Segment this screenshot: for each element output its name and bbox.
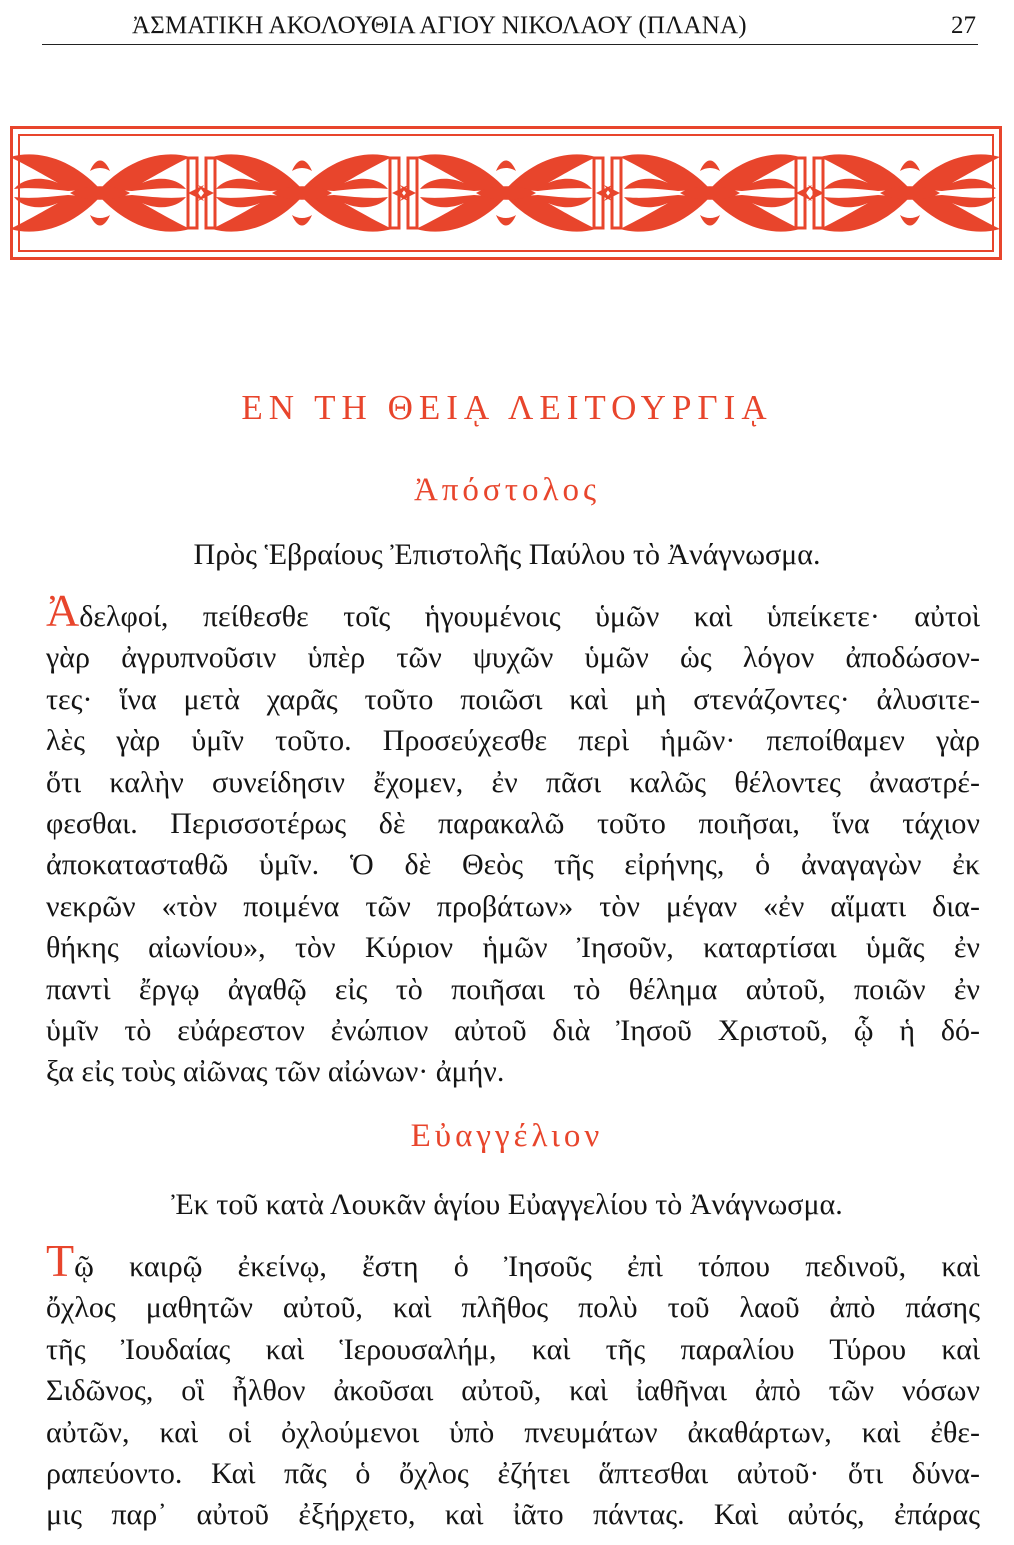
ornament-motif-5 <box>796 154 1002 231</box>
reading-line-text: δελφοί, πείθεσθε τοῖς ἡγουμένοις ὑμῶν καὶ ὑπείκετε· αὐτοὶ <box>79 600 980 633</box>
reading-line: λὲς γὰρ ὑμῖν τοῦτο. Προσεύχεσθε περὶ ἡμῶν· πεποίθαμεν γὰρ <box>46 724 980 758</box>
apostle-intro: Πρὸς Ἑβραίους Ἐπιστολῆς Παύλου τὸ Ἀνάγνωσμα. <box>193 538 821 571</box>
reading-line: Σιδῶνος, οἳ ἦλθον ἀκοῦσαι αὐτοῦ, καὶ ἰαθῆναι ἀπὸ τῶν νόσων <box>46 1374 980 1408</box>
page-number: 27 <box>951 12 976 39</box>
reading-line-text: ῷ καιρῷ ἐκείνῳ, ἔστη ὁ Ἰησοῦς ἐπὶ τόπου πεδινοῦ, καὶ <box>74 1250 980 1283</box>
reading-line: αὐτῶν, καὶ οἱ ὀχλούμενοι ὑπὸ πνευμάτων ἀκαθάρτων, καὶ ἐθε- <box>46 1415 980 1449</box>
ornament-motif-3 <box>392 154 620 231</box>
reading-line: φεσθαι. Περισσοτέρως δὲ παρακαλῶ τοῦτο ποιῆσαι, ἵνα τάχιον <box>46 806 980 840</box>
ornament-svg <box>10 126 1002 260</box>
reading-line <box>46 585 980 637</box>
reading-line <box>46 1235 980 1287</box>
reading-line: παντὶ ἔργῳ ἀγαθῷ εἰς τὸ ποιῆσαι τὸ θέλημα αὐτοῦ, ποιῶν ἐν <box>46 972 980 1006</box>
apostle-heading: Ἀπόστολος <box>413 472 601 508</box>
reading-line: τῆς Ἰουδαίας καὶ Ἱερουσαλήμ, καὶ τῆς παραλίου Τύρου καὶ <box>46 1332 980 1366</box>
ornament-motif-4 <box>596 154 824 231</box>
apostle-reading <box>46 585 980 1093</box>
ornament-motif-2 <box>188 154 416 231</box>
reading-line: ὑμῖν τὸ εὐάρεστον ἐνώπιον αὐτοῦ διὰ Ἰησοῦ Χριστοῦ, ᾧ ἡ δό- <box>46 1013 980 1047</box>
ornament-motif-1 <box>10 154 214 231</box>
running-header <box>42 6 978 45</box>
reading-line: θήκης αἰωνίου», τὸν Κύριον ἡμῶν Ἰησοῦν, καταρτίσαι ὑμᾶς ἐν <box>46 931 980 965</box>
drop-initial: Ἀ <box>46 585 80 636</box>
reading-line: ὅτι καλὴν συνείδησιν ἔχομεν, ἐν πᾶσι καλῶς θέλοντες ἀναστρέ- <box>46 765 980 799</box>
reading-line: ὄχλος μαθητῶν αὐτοῦ, καὶ πλῆθος πολὺ τοῦ λαοῦ ἀπὸ πάσης <box>46 1291 980 1325</box>
decorative-header-band <box>10 126 1002 260</box>
drop-initial: Τ <box>46 1235 75 1286</box>
running-title: ἈΣΜΑΤΙΚΗ ΑΚΟΛΟΥΘΙΑ ΑΓΙΟΥ ΝΙΚΟΛΑΟΥ (ΠΛΑΝΑ) <box>132 12 747 39</box>
gospel-intro: Ἐκ τοῦ κατὰ Λουκᾶν ἁγίου Εὐαγγελίου τὸ Ἀνάγνωσμα. <box>171 1188 843 1221</box>
reading-line: ἀποκατασταθῶ ὑμῖν. Ὁ δὲ Θεὸς τῆς εἰρήνης, ὁ ἀναγαγὼν ἐκ <box>46 848 980 882</box>
reading-line: μις παρ᾽ αὐτοῦ ἐξήρχετο, καὶ ἰᾶτο πάντας. Καὶ αὐτός, ἐπάρας <box>46 1498 980 1532</box>
reading-line: νεκρῶν «τὸν ποιμένα τῶν προβάτων» τὸν μέγαν «ἐν αἵματι δια- <box>46 889 980 923</box>
reading-line: ξα εἰς τοὺς αἰῶνας τῶν αἰώνων· ἀμήν. <box>46 1055 505 1089</box>
gospel-heading: Εὐαγγέλιον <box>410 1118 604 1154</box>
gospel-reading <box>46 1235 980 1536</box>
ornament-motifs <box>10 154 1002 231</box>
section-title: ΕΝ ΤΗ ΘΕΙᾼ ΛΕΙΤΟΥΡΓΙᾼ <box>241 388 773 427</box>
reading-line: τες· ἵνα μετὰ χαρᾶς τοῦτο ποιῶσι καὶ μὴ στενάζοντες· ἀλυσιτε- <box>46 682 980 716</box>
reading-line: γὰρ ἀγρυπνοῦσιν ὑπὲρ τῶν ψυχῶν ὑμῶν ὡς λόγον ἀποδώσον- <box>46 641 980 675</box>
reading-line: ραπεύοντο. Καὶ πᾶς ὁ ὄχλος ἐζήτει ἅπτεσθαι αὐτοῦ· ὅτι δύνα- <box>46 1456 980 1490</box>
